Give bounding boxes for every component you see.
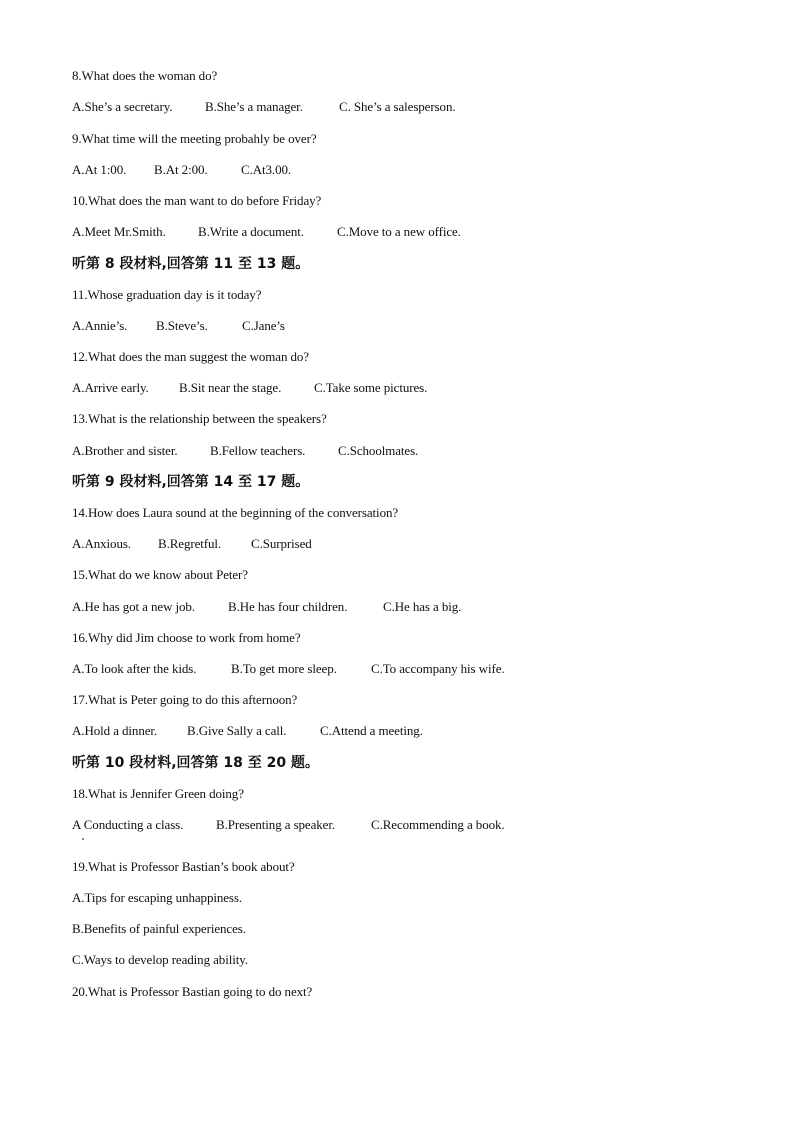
- question-12-option-a: A.Arrive early.: [72, 380, 149, 395]
- question-16-option-c: C.To accompany his wife.: [371, 661, 505, 676]
- question-11-option-c: C.Jane’s: [242, 318, 285, 333]
- question-10-options: [72, 224, 461, 240]
- question-8-option-a: A.She’s a secretary.: [72, 99, 173, 114]
- question-14-stem: 14.How does Laura sound at the beginning of the conversation?: [72, 505, 399, 520]
- stray-dot: [82, 838, 84, 840]
- question-19-option-c: C.Ways to develop reading ability.: [72, 952, 248, 967]
- question-13-option-c: C.Schoolmates.: [338, 443, 419, 458]
- question-16-option-b: B.To get more sleep.: [231, 661, 337, 676]
- question-17-option-a: A.Hold a dinner.: [72, 723, 158, 738]
- question-12-option-b: B.Sit near the stage.: [179, 380, 282, 395]
- question-17-option-c: C.Attend a meeting.: [320, 723, 423, 738]
- question-9-stem: 9.What time will the meeting probahly be over?: [72, 131, 317, 146]
- section-10-heading: 听第 10 段材料,回答第 18 至 20 题。: [72, 755, 320, 771]
- question-8-option-b: B.She’s a manager.: [205, 99, 303, 114]
- question-9-option-c: C.At3.00.: [241, 162, 292, 177]
- question-9-options: [72, 162, 291, 178]
- question-15-stem: 15.What do we know about Peter?: [72, 567, 248, 582]
- question-20-stem: 20.What is Professor Bastian going to do next?: [72, 984, 313, 999]
- question-11-option-a: A.Annie’s.: [72, 318, 128, 333]
- section-9-heading: 听第 9 段材料,回答第 14 至 17 题。: [72, 474, 310, 490]
- question-12-options: [72, 380, 427, 396]
- question-11-stem: 11.Whose graduation day is it today?: [72, 287, 262, 302]
- question-13-option-b: B.Fellow teachers.: [210, 443, 306, 458]
- question-12-option-c: C.Take some pictures.: [314, 380, 428, 395]
- question-14-options: [72, 536, 312, 552]
- question-17-options: [72, 723, 423, 739]
- question-18-stem: 18.What is Jennifer Green doing?: [72, 786, 244, 801]
- question-15-options: [72, 599, 461, 615]
- question-17-option-b: B.Give Sally a call.: [187, 723, 287, 738]
- question-8-option-c: C. She’s a salesperson.: [339, 99, 456, 114]
- question-18-options: [72, 817, 505, 833]
- question-10-option-c: C.Move to a new office.: [337, 224, 461, 239]
- question-19-option-a: A.Tips for escaping unhappiness.: [72, 890, 243, 905]
- question-12-stem: 12.What does the man suggest the woman do?: [72, 349, 309, 364]
- question-19-stem: 19.What is Professor Bastian’s book about?: [72, 859, 295, 874]
- question-14-option-a: A.Anxious.: [72, 536, 131, 551]
- question-14-option-b: B.Regretful.: [158, 536, 222, 551]
- question-15-option-a: A.He has got a new job.: [72, 599, 195, 614]
- question-8-stem: 8.What does the woman do?: [72, 68, 218, 83]
- section-8-heading: 听第 8 段材料,回答第 11 至 13 题。: [72, 256, 310, 272]
- question-11-option-b: B.Steve’s.: [156, 318, 208, 333]
- question-10-option-b: B.Write a document.: [198, 224, 304, 239]
- question-8-options: [72, 99, 456, 115]
- question-9-option-a: A.At 1:00.: [72, 162, 127, 177]
- question-13-options: [72, 443, 418, 459]
- question-9-option-b: B.At 2:00.: [154, 162, 208, 177]
- question-13-stem: 13.What is the relationship between the speakers?: [72, 411, 327, 426]
- question-10-option-a: A.Meet Mr.Smith.: [72, 224, 166, 239]
- question-11-options: [72, 318, 285, 334]
- question-16-options: [72, 661, 505, 677]
- question-10-stem: 10.What does the man want to do before Friday?: [72, 193, 322, 208]
- question-16-stem: 16.Why did Jim choose to work from home?: [72, 630, 301, 645]
- question-18-option-a: A Conducting a class.: [72, 817, 184, 832]
- question-18-option-b: B.Presenting a speaker.: [216, 817, 336, 832]
- question-16-option-a: A.To look after the kids.: [72, 661, 197, 676]
- question-17-stem: 17.What is Peter going to do this afternoon?: [72, 692, 298, 707]
- question-15-option-c: C.He has a big.: [383, 599, 462, 614]
- question-15-option-b: B.He has four children.: [228, 599, 348, 614]
- question-19-option-b: B.Benefits of painful experiences.: [72, 921, 246, 936]
- question-14-option-c: C.Surprised: [251, 536, 312, 551]
- question-18-option-c: C.Recommending a book.: [371, 817, 505, 832]
- question-13-option-a: A.Brother and sister.: [72, 443, 178, 458]
